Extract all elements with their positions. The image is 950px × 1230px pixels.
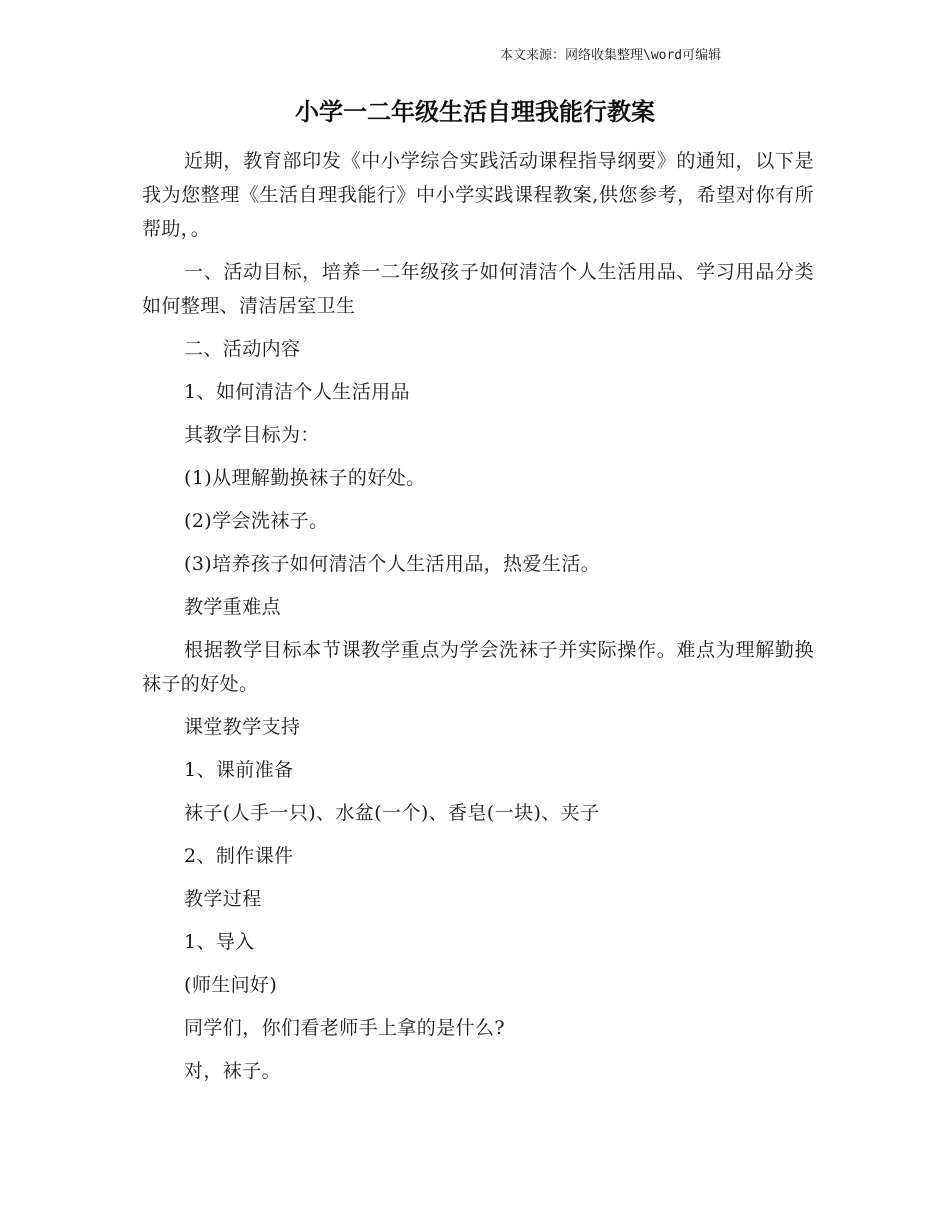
paragraph-intro-step: 1、导入	[184, 931, 255, 953]
paragraph-courseware: 2、制作课件	[184, 845, 294, 867]
paragraph-goal-3: (3)培养孩子如何清洁个人生活用品，热爱生活。	[184, 553, 601, 575]
paragraph-question: 同学们，你们看老师手上拿的是什么?	[184, 1017, 505, 1039]
paragraph-prep-heading: 1、课前准备	[184, 759, 294, 781]
document-title: 小学一二年级生活自理我能行教案	[295, 98, 655, 126]
paragraph-goal-1: (1)从理解勤换袜子的好处。	[184, 467, 426, 489]
paragraph-intro: 近期，教育部印发《中小学综合实践活动课程指导纲要》的通知，以下是我为您整理《生活自理我能行》中小学实践课程教案,供您参考，希望对你有所帮助，。	[142, 150, 814, 240]
paragraph-answer: 对，袜子。	[184, 1060, 282, 1082]
source-note: 本文来源：网络收集整理\word可编辑	[500, 48, 722, 63]
paragraph-greeting: (师生问好)	[184, 974, 278, 996]
paragraph-support-heading: 课堂教学支持	[184, 716, 301, 738]
paragraph-key-points-heading: 教学重难点	[184, 596, 282, 618]
paragraph-materials: 袜子(人手一只)、水盆(一个)、香皂(一块)、夹子	[184, 802, 600, 824]
paragraph-activity-goal: 一、活动目标，培养一二年级孩子如何清洁个人生活用品、学习用品分类如何整理、清洁居室卫生	[142, 261, 814, 317]
paragraph-process-heading: 教学过程	[184, 888, 262, 910]
paragraph-goal-2: (2)学会洗袜子。	[184, 510, 329, 532]
paragraph-item-1: 1、如何清洁个人生活用品	[184, 381, 410, 403]
paragraph-activity-content: 二、活动内容	[184, 338, 301, 360]
document-body	[142, 144, 814, 1097]
paragraph-teaching-goal-heading: 其教学目标为：	[184, 424, 320, 446]
paragraph-key-points: 根据教学目标本节课教学重点为学会洗袜子并实际操作。难点为理解勤换袜子的好处。	[142, 639, 814, 695]
